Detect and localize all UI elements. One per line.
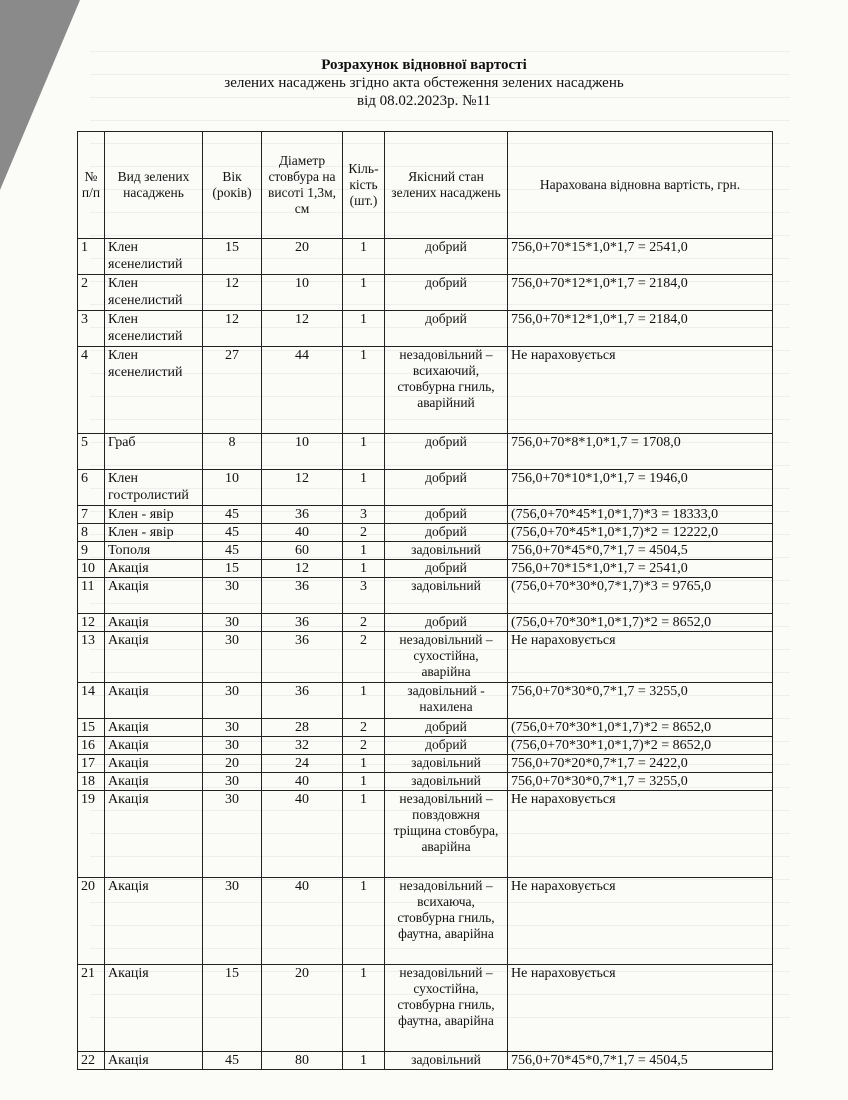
row-age: 10: [203, 470, 262, 506]
row-cost: Не нараховується: [508, 878, 773, 965]
table-row: [78, 773, 773, 791]
row-condition: добрий: [385, 524, 508, 542]
row-cost: (756,0+70*30*1,0*1,7)*2 = 8652,0: [508, 614, 773, 632]
table-header-row: [78, 132, 773, 239]
row-species: Акація: [105, 1052, 203, 1070]
row-condition: незадовільний – сухостійна, стовбурна гниль, фаутна, аварійна: [385, 965, 508, 1052]
row-species: Акація: [105, 737, 203, 755]
row-diameter: 36: [262, 578, 343, 614]
row-cost: (756,0+70*30*1,0*1,7)*2 = 8652,0: [508, 719, 773, 737]
row-cost: 756,0+70*20*0,7*1,7 = 2422,0: [508, 755, 773, 773]
row-age: 30: [203, 578, 262, 614]
row-age: 45: [203, 506, 262, 524]
row-diameter: 10: [262, 275, 343, 311]
row-cost: 756,0+70*45*0,7*1,7 = 4504,5: [508, 1052, 773, 1070]
row-cost: 756,0+70*12*1,0*1,7 = 2184,0: [508, 275, 773, 311]
row-diameter: 40: [262, 524, 343, 542]
row-cost: 756,0+70*10*1,0*1,7 = 1946,0: [508, 470, 773, 506]
row-condition: незадовільний – сухостійна, аварійна: [385, 632, 508, 683]
row-number: 2: [78, 275, 105, 311]
row-cost: (756,0+70*30*0,7*1,7)*3 = 9765,0: [508, 578, 773, 614]
valuation-table: [77, 131, 773, 1070]
row-quantity: 1: [343, 275, 385, 311]
row-age: 30: [203, 632, 262, 683]
row-species: Акація: [105, 719, 203, 737]
row-species: Клен - явір: [105, 524, 203, 542]
row-species: Тополя: [105, 542, 203, 560]
row-condition: добрий: [385, 434, 508, 470]
row-age: 45: [203, 524, 262, 542]
row-condition: незадовільний – всихаючий, стовбурна гниль, аварійний: [385, 347, 508, 434]
row-cost: 756,0+70*15*1,0*1,7 = 2541,0: [508, 239, 773, 275]
row-age: 12: [203, 311, 262, 347]
row-quantity: 1: [343, 434, 385, 470]
row-number: 20: [78, 878, 105, 965]
row-quantity: 1: [343, 311, 385, 347]
row-condition: добрий: [385, 506, 508, 524]
row-quantity: 1: [343, 542, 385, 560]
table-row: [78, 683, 773, 719]
row-condition: добрий: [385, 311, 508, 347]
row-diameter: 40: [262, 878, 343, 965]
row-species: Акація: [105, 683, 203, 719]
row-diameter: 12: [262, 311, 343, 347]
row-diameter: 20: [262, 965, 343, 1052]
row-condition: незадовільний – всихаюча, стовбурна гниль, фаутна, аварійна: [385, 878, 508, 965]
row-age: 30: [203, 773, 262, 791]
row-number: 9: [78, 542, 105, 560]
row-quantity: 3: [343, 506, 385, 524]
row-diameter: 32: [262, 737, 343, 755]
row-age: 20: [203, 755, 262, 773]
row-diameter: 10: [262, 434, 343, 470]
row-quantity: 1: [343, 239, 385, 275]
row-quantity: 3: [343, 578, 385, 614]
row-number: 3: [78, 311, 105, 347]
row-number: 4: [78, 347, 105, 434]
row-diameter: 40: [262, 791, 343, 878]
row-quantity: 2: [343, 632, 385, 683]
row-cost: 756,0+70*12*1,0*1,7 = 2184,0: [508, 311, 773, 347]
table-row: [78, 632, 773, 683]
row-species: Акація: [105, 791, 203, 878]
table-row: [78, 275, 773, 311]
row-species: Акація: [105, 755, 203, 773]
table-row: [78, 239, 773, 275]
table-row: [78, 311, 773, 347]
row-quantity: 2: [343, 737, 385, 755]
row-number: 13: [78, 632, 105, 683]
row-diameter: 60: [262, 542, 343, 560]
row-number: 22: [78, 1052, 105, 1070]
row-number: 14: [78, 683, 105, 719]
table-row: [78, 542, 773, 560]
row-species: Клен ясенелистий: [105, 311, 203, 347]
row-condition: добрий: [385, 239, 508, 275]
table-row: [78, 965, 773, 1052]
row-quantity: 1: [343, 965, 385, 1052]
row-species: Граб: [105, 434, 203, 470]
table-row: [78, 719, 773, 737]
row-condition: задовільний: [385, 542, 508, 560]
row-diameter: 36: [262, 614, 343, 632]
row-cost: 756,0+70*30*0,7*1,7 = 3255,0: [508, 683, 773, 719]
row-condition: добрий: [385, 470, 508, 506]
row-age: 27: [203, 347, 262, 434]
row-diameter: 36: [262, 506, 343, 524]
table-row: [78, 578, 773, 614]
row-cost: Не нараховується: [508, 965, 773, 1052]
row-number: 21: [78, 965, 105, 1052]
table-row: [78, 755, 773, 773]
table-row: [78, 506, 773, 524]
row-diameter: 36: [262, 683, 343, 719]
row-diameter: 44: [262, 347, 343, 434]
row-age: 15: [203, 239, 262, 275]
row-species: Клен ясенелистий: [105, 239, 203, 275]
row-age: 15: [203, 965, 262, 1052]
table-row: [78, 524, 773, 542]
row-species: Акація: [105, 773, 203, 791]
header-diameter: Діаметр стовбура на висоті 1,3м, см: [262, 132, 343, 239]
row-cost: Не нараховується: [508, 791, 773, 878]
row-age: 12: [203, 275, 262, 311]
table-row: [78, 560, 773, 578]
row-condition: добрий: [385, 737, 508, 755]
row-condition: добрий: [385, 275, 508, 311]
table-row: [78, 614, 773, 632]
row-age: 30: [203, 683, 262, 719]
row-species: Клен гостролистий: [105, 470, 203, 506]
row-species: Акація: [105, 614, 203, 632]
row-cost: 756,0+70*8*1,0*1,7 = 1708,0: [508, 434, 773, 470]
document-title: Розрахунок відновної вартості: [321, 57, 527, 73]
row-diameter: 20: [262, 239, 343, 275]
row-quantity: 1: [343, 755, 385, 773]
row-number: 5: [78, 434, 105, 470]
document-date-line: від 08.02.2023р. №11: [357, 93, 491, 109]
row-cost: Не нараховується: [508, 632, 773, 683]
header-number: № п/п: [78, 132, 105, 239]
row-cost: 756,0+70*30*0,7*1,7 = 3255,0: [508, 773, 773, 791]
row-quantity: 1: [343, 878, 385, 965]
row-diameter: 12: [262, 470, 343, 506]
document-subtitle: зелених насаджень згідно акта обстеження зелених насаджень: [224, 75, 624, 91]
row-diameter: 36: [262, 632, 343, 683]
row-age: 8: [203, 434, 262, 470]
row-cost: (756,0+70*45*1,0*1,7)*3 = 18333,0: [508, 506, 773, 524]
row-age: 45: [203, 542, 262, 560]
header-species: Вид зелених насаджень: [105, 132, 203, 239]
row-quantity: 1: [343, 773, 385, 791]
row-quantity: 1: [343, 1052, 385, 1070]
row-cost: 756,0+70*45*0,7*1,7 = 4504,5: [508, 542, 773, 560]
header-quantity: Кіль-кість (шт.): [343, 132, 385, 239]
row-age: 30: [203, 791, 262, 878]
row-age: 45: [203, 1052, 262, 1070]
table-row: [78, 791, 773, 878]
row-species: Акація: [105, 632, 203, 683]
row-quantity: 2: [343, 719, 385, 737]
row-age: 30: [203, 878, 262, 965]
row-species: Акація: [105, 560, 203, 578]
table-row: [78, 347, 773, 434]
row-age: 30: [203, 737, 262, 755]
row-number: 17: [78, 755, 105, 773]
row-species: Клен ясенелистий: [105, 347, 203, 434]
table-row: [78, 878, 773, 965]
header-age: Вік (років): [203, 132, 262, 239]
row-condition: незадовільний – повздовжня тріщина стовбура, аварійна: [385, 791, 508, 878]
row-number: 8: [78, 524, 105, 542]
row-quantity: 2: [343, 524, 385, 542]
row-number: 6: [78, 470, 105, 506]
row-number: 10: [78, 560, 105, 578]
row-species: Акація: [105, 965, 203, 1052]
row-cost: (756,0+70*30*1,0*1,7)*2 = 8652,0: [508, 737, 773, 755]
row-condition: добрий: [385, 719, 508, 737]
row-diameter: 24: [262, 755, 343, 773]
table-row: [78, 737, 773, 755]
row-diameter: 80: [262, 1052, 343, 1070]
row-number: 15: [78, 719, 105, 737]
row-condition: задовільний: [385, 578, 508, 614]
row-condition: задовільний - нахилена: [385, 683, 508, 719]
row-cost: (756,0+70*45*1,0*1,7)*2 = 12222,0: [508, 524, 773, 542]
row-cost: 756,0+70*15*1,0*1,7 = 2541,0: [508, 560, 773, 578]
row-number: 1: [78, 239, 105, 275]
row-number: 16: [78, 737, 105, 755]
row-age: 30: [203, 719, 262, 737]
row-quantity: 1: [343, 683, 385, 719]
row-quantity: 2: [343, 614, 385, 632]
row-condition: задовільний: [385, 755, 508, 773]
row-quantity: 1: [343, 347, 385, 434]
row-species: Акація: [105, 578, 203, 614]
row-number: 18: [78, 773, 105, 791]
row-condition: добрий: [385, 614, 508, 632]
row-number: 19: [78, 791, 105, 878]
table-row: [78, 434, 773, 470]
row-number: 7: [78, 506, 105, 524]
row-quantity: 1: [343, 791, 385, 878]
document-header: [0, 56, 848, 110]
row-quantity: 1: [343, 560, 385, 578]
row-diameter: 28: [262, 719, 343, 737]
row-diameter: 12: [262, 560, 343, 578]
row-cost: Не нараховується: [508, 347, 773, 434]
row-condition: задовільний: [385, 1052, 508, 1070]
row-species: Акація: [105, 878, 203, 965]
row-age: 15: [203, 560, 262, 578]
table-row: [78, 470, 773, 506]
row-age: 30: [203, 614, 262, 632]
row-condition: добрий: [385, 560, 508, 578]
table-row: [78, 1052, 773, 1070]
header-condition: Якісний стан зелених насаджень: [385, 132, 508, 239]
row-quantity: 1: [343, 470, 385, 506]
header-cost: Нарахована відновна вартість, грн.: [508, 132, 773, 239]
row-diameter: 40: [262, 773, 343, 791]
row-species: Клен - явір: [105, 506, 203, 524]
row-number: 12: [78, 614, 105, 632]
row-condition: задовільний: [385, 773, 508, 791]
row-species: Клен ясенелистий: [105, 275, 203, 311]
row-number: 11: [78, 578, 105, 614]
